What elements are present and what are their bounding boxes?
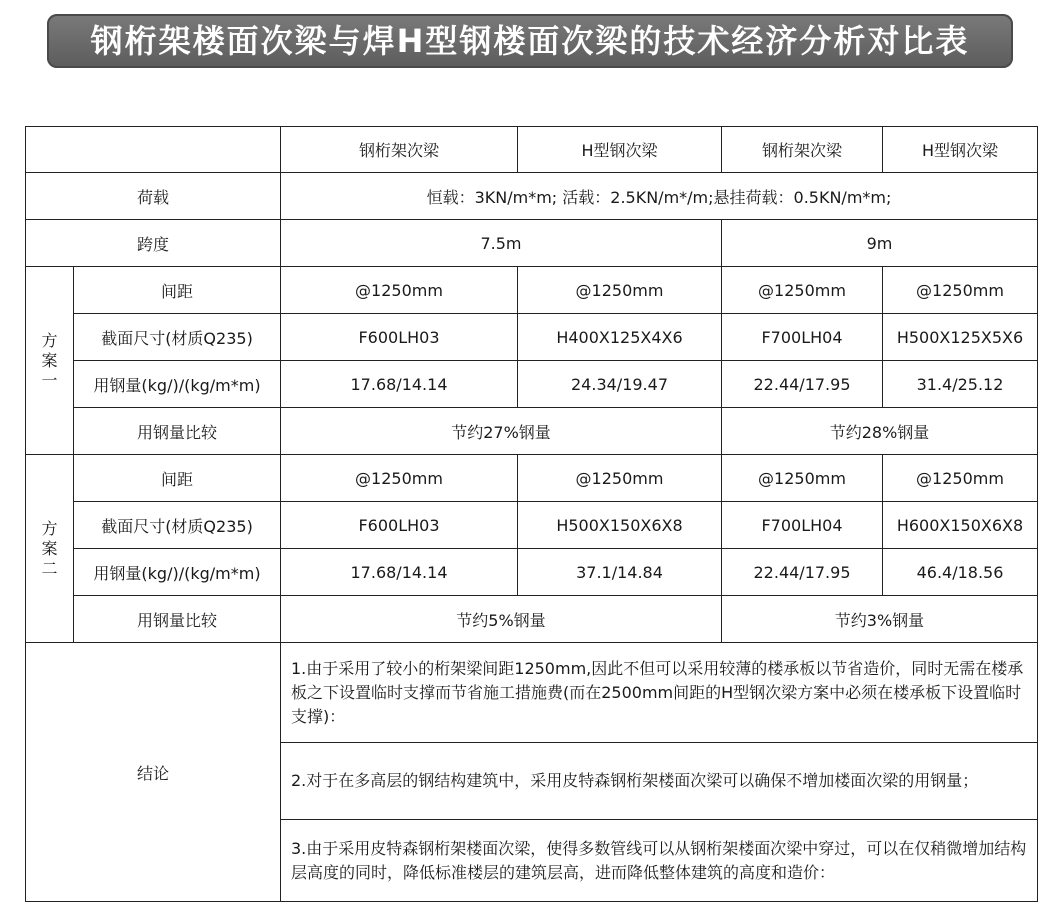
span-row <box>26 220 1038 267</box>
table-cell: F600LH03 <box>281 314 518 361</box>
row-label: 用钢量比较 <box>74 408 281 455</box>
conclusion-item: 3.由于采用皮特森钢桁架楼面次梁，使得多数管线可以从钢桁架楼面次梁中穿过，可以在仅稍微增加结构层高度的同时，降低标准楼层的建筑层高，进而降低整体建筑的高度和造价： <box>281 820 1038 902</box>
header-cell: H型钢次梁 <box>518 127 722 173</box>
row-label: 用钢量比较 <box>74 596 281 643</box>
table-row <box>26 408 1038 455</box>
row-label: 用钢量(kg/)/(kg/m*m) <box>74 549 281 596</box>
compare-value: 节约3%钢量 <box>722 596 1038 643</box>
table-cell: 17.68/14.14 <box>281 549 518 596</box>
table-row <box>26 596 1038 643</box>
table-cell: @1250mm <box>518 455 722 502</box>
table-cell: 17.68/14.14 <box>281 361 518 408</box>
table-cell: 37.1/14.84 <box>518 549 722 596</box>
row-label: 截面尺寸(材质Q235) <box>74 314 281 361</box>
load-value: 恒载：3KN/m*m; 活载：2.5KN/m*/m;悬挂荷载：0.5KN/m*m; <box>281 173 1038 220</box>
table-row <box>26 267 1038 314</box>
row-label: 截面尺寸(材质Q235) <box>74 502 281 549</box>
table-row <box>26 314 1038 361</box>
conclusion-label: 结论 <box>26 643 281 902</box>
compare-value: 节约5%钢量 <box>281 596 722 643</box>
table-cell: H600X150X6X8 <box>883 502 1038 549</box>
load-row <box>26 173 1038 220</box>
table-cell: 24.34/19.47 <box>518 361 722 408</box>
span-value: 9m <box>722 220 1038 267</box>
header-row <box>26 127 1038 173</box>
header-cell: 钢桁架次梁 <box>722 127 883 173</box>
table-cell: H500X150X6X8 <box>518 502 722 549</box>
table-cell: @1250mm <box>883 455 1038 502</box>
table-row <box>26 455 1038 502</box>
header-cell: 钢桁架次梁 <box>281 127 518 173</box>
table-cell: @1250mm <box>722 267 883 314</box>
page-title: 钢桁架楼面次梁与焊H型钢楼面次梁的技术经济分析对比表 <box>47 14 1013 68</box>
table-cell: @1250mm <box>281 455 518 502</box>
conclusion-row <box>26 643 1038 743</box>
row-label: 间距 <box>74 267 281 314</box>
table-cell: H400X125X4X6 <box>518 314 722 361</box>
table-row <box>26 549 1038 596</box>
table-cell: @1250mm <box>281 267 518 314</box>
comparison-table <box>25 126 1038 902</box>
table-cell: F700LH04 <box>722 502 883 549</box>
table-cell: @1250mm <box>722 455 883 502</box>
scheme-label: 方案一 <box>26 267 74 455</box>
table-cell: F700LH04 <box>722 314 883 361</box>
table-cell: @1250mm <box>883 267 1038 314</box>
table-cell: H500X125X5X6 <box>883 314 1038 361</box>
table-cell: 22.44/17.95 <box>722 549 883 596</box>
header-cell: H型钢次梁 <box>883 127 1038 173</box>
row-label: 用钢量(kg/)/(kg/m*m) <box>74 361 281 408</box>
span-value: 7.5m <box>281 220 722 267</box>
conclusion-item: 2.对于在多高层的钢结构建筑中，采用皮特森钢桁架楼面次梁可以确保不增加楼面次梁的用钢量； <box>281 743 1038 820</box>
table-cell: 22.44/17.95 <box>722 361 883 408</box>
table-cell: 46.4/18.56 <box>883 549 1038 596</box>
table-row <box>26 502 1038 549</box>
compare-value: 节约27%钢量 <box>281 408 722 455</box>
table-cell: @1250mm <box>518 267 722 314</box>
table-cell: 31.4/25.12 <box>883 361 1038 408</box>
scheme-label: 方案二 <box>26 455 74 643</box>
row-label: 跨度 <box>26 220 281 267</box>
conclusion-item: 1.由于采用了较小的桁架梁间距1250mm,因此不但可以采用较薄的楼承板以节省造价，同时无需在楼承板之下设置临时支撑而节省施工措施费(而在2500mm间距的H型钢次梁方案中必须在楼承板下设置临时支撑)： <box>281 643 1038 743</box>
compare-value: 节约28%钢量 <box>722 408 1038 455</box>
corner-cell <box>26 127 281 173</box>
row-label: 间距 <box>74 455 281 502</box>
table-row <box>26 361 1038 408</box>
row-label: 荷载 <box>26 173 281 220</box>
table-cell: F600LH03 <box>281 502 518 549</box>
